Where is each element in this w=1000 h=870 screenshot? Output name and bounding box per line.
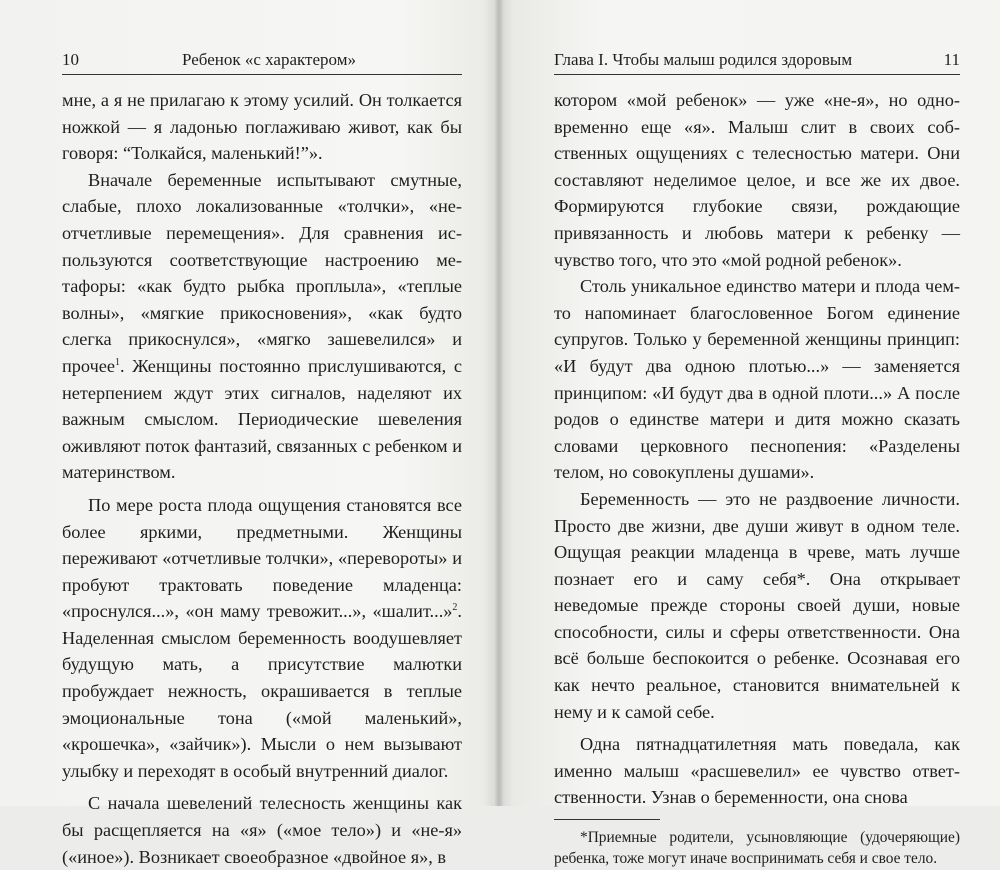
paragraph-text: . Наделенная смыслом беременность воодушевляет будущую мать, а присутствие малютки пробуждает нежность, окрашивается в теплые эмоциональные тона («мой маленький», «крошечка», «зайчик»). Мысли о нем вызывают улыбку и переходят в особый внутренний диалог. bbox=[62, 601, 462, 781]
paragraph: Беременность — это не раздвоение личности. Просто две жизни, две души живут в одном теле. Ощущая реакции младенца в чреве, мать лучше познает его и саму себя*. Она открывает неведомые прежде стороны своей души, новые способности, силы и сферы ответственности. Она всё больше беспокоится о ребенке. Осознавая его как нечто реальное, становится внимательней к нему и к самой себе. bbox=[554, 488, 960, 722]
footnote-rule bbox=[554, 819, 660, 820]
paragraph: котором «мой ребенок» — уже «не-я», но одновременно еще «я». Малыш слит в своих собственных ощущениях с телесностью матери. Они составляют неделимое целое, и все же их двое. Формируются глубокие связи, рождающие привязанность и любовь матери к ребенку — чувство того, что это «мой родной ребенок». bbox=[554, 90, 960, 270]
right-body-text bbox=[554, 87, 960, 869]
left-running-title: Ребенок «с характером» bbox=[182, 50, 356, 69]
paragraph-text: прочее bbox=[62, 355, 116, 376]
header-rule bbox=[554, 74, 960, 75]
header-rule bbox=[62, 74, 462, 75]
footnote: *Приемные родители, усыновляющие (удочеряющие) ребенка, тоже могут иначе воспринимать себя и свое тело. bbox=[554, 829, 960, 868]
paragraph bbox=[62, 167, 462, 486]
right-page bbox=[498, 0, 1000, 868]
paragraph-text: Вначале беременные испытывают смутные, слабые, плохо локализованные «толчки», «неотчетливые перемещения». Для сравнения используются соответствующие настроению метафоры: «как будто рыбка проплыла», «теплые волны», «мягкие прикосновения», «как будто слегка прикоснулся», «мягко зашевелился» и bbox=[62, 169, 462, 350]
paragraph-text: . Женщины постоянно прислушиваются, с нетерпением ждут этих сигналов, наделяют их важным смыслом. Периодические шевеления оживляют поток фантазий, связанных с ребенком и материнством. bbox=[62, 355, 462, 483]
footnote-ref: 2 bbox=[452, 602, 458, 614]
left-body-text bbox=[62, 87, 462, 870]
paragraph: мне, а я не прилагаю к этому усилий. Он толкается ножкой — я ладонью поглаживаю живот, как бы говоря: “Толкайся, маленький!”». bbox=[62, 90, 462, 164]
right-page-number: 11 bbox=[943, 50, 960, 69]
paragraph: С начала шевелений телесность женщины как бы расщепляется на «я» («мое тело») и «не-я» («иное»). Возникает своеобразное «двойное я», в bbox=[62, 793, 462, 867]
paragraph: Столь уникальное единство матери и плода чем-то напоминает благословенное Богом единение супругов. Только у беременной женщины принцип: «И будут два одною плотью...» — заменяется принципом: «И будут два в одной плоти...» А после родов о единстве матери и дитя можно сказать словами церковного песнопения: «Разделены телом, но совокуплены душами». bbox=[554, 276, 960, 483]
left-running-header bbox=[62, 50, 462, 74]
left-page bbox=[0, 0, 498, 867]
paragraph-text: По мере роста плода ощущения становятся все более яркими, предметными. Женщины переживают «отчетливые толчки», «перевороты» и пробуют трактовать поведение младенца: «проснулся...», «он маму тревожит...», «шалит...» bbox=[62, 494, 462, 622]
paragraph bbox=[62, 492, 462, 785]
right-running-title: Глава I. Чтобы малыш родился здоровым bbox=[554, 50, 853, 69]
paragraph: Одна пятнадцатилетняя мать поведала, как именно малыш «расшевелил» ее чувство ответственности. Узнав о беременности, она снова bbox=[554, 734, 960, 808]
book-gutter bbox=[495, 0, 503, 806]
footnote-ref: 1 bbox=[115, 356, 121, 368]
right-running-header bbox=[554, 50, 960, 74]
left-page-number: 10 bbox=[62, 50, 79, 69]
